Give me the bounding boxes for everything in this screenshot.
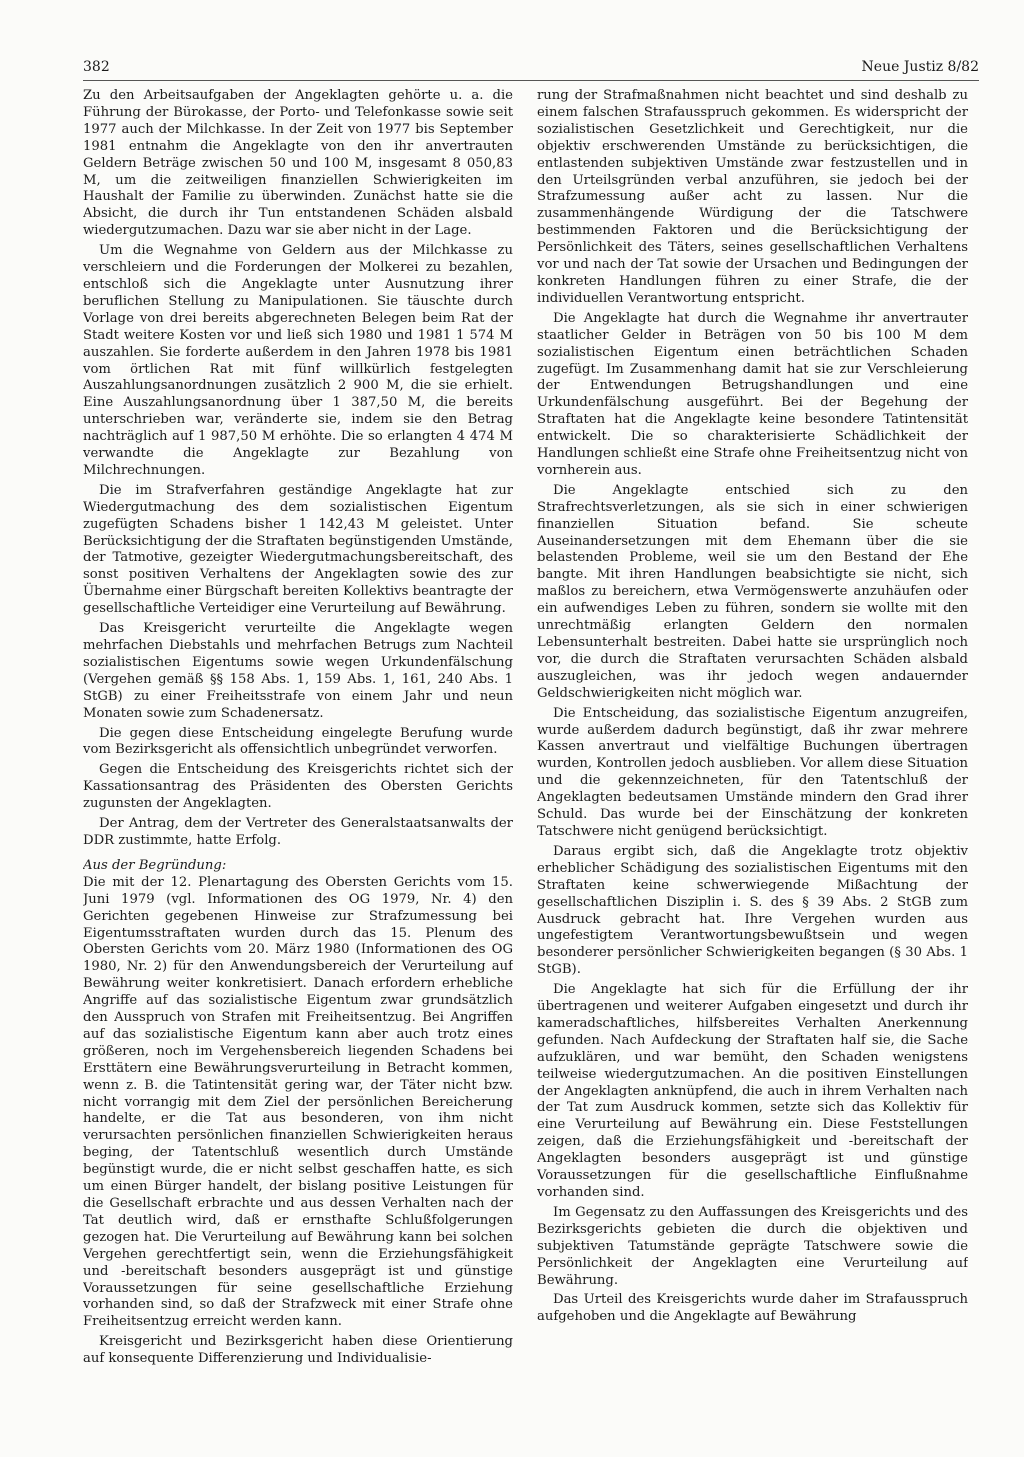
paragraph: Die Entscheidung, das sozialistische Eigentum anzugreifen, wurde außerdem dadurch begünstigt, daß ihr zwar mehrere Kassen anvertraut und vielfältige Buchungen übertragen wurden, Kontrollen jedoch ausblieben. Vor allem diese Situation und die gekennzeichneten, für den Tatentschluß der Angeklagten bedeutsamen Umstände mindern den Grad ihrer Schuld. Das wurde bei der Einschätzung der konkreten Tatschwere nicht genügend berücksichtigt. (537, 705, 968, 839)
page-number: 382 (83, 59, 110, 75)
paragraph: Die im Strafverfahren geständige Angeklagte hat zur Wiedergutmachung des dem sozialistischen Eigentum zugefügten Schadens bisher 1 142,43 M geleistet. Unter Berücksichtigung der die Straftaten begünstigenden Umstände, der Tatmotive, gezeigter Wiedergutmachungsbereitschaft, des sonst positiven Verhaltens der Angeklagten sowie des zur Übernahme einer Bürgschaft bereiten Kollektivs beantragte der gesellschaftliche Verteidiger eine Verurteilung auf Bewährung. (83, 482, 513, 617)
paragraph: Der Antrag, dem der Vertreter des Generalstaatsanwalts der DDR zustimmte, hatte Erfolg. (83, 816, 513, 848)
paragraph: rung der Strafmaßnahmen nicht beachtet und sind deshalb zu einem falschen Strafausspruch gekommen. Es widerspricht der sozialistischen Gesetzlichkeit und Gerechtigkeit, nur die objektiv erschwerenden Umstände zu berücksichtigen, die entlastenden subjektiven Umstände zwar festzustellen und in den Urteilsgründen verbal anzuführen, sie jedoch bei der Strafzumessung außer acht zu lassen. Nur die zusammenhängende Würdigung der die Tatschwere bestimmenden Faktoren und die Berücksichtigung der Persönlichkeit des Täters, seines gesellschaftlichen Verhaltens vor und nach der Tat sowie der Ursachen und Bedingungen der konkreten Handlungen führen zu einer Strafe, die der individuellen Verantwortung entspricht. (537, 88, 968, 306)
paragraph: Die mit der 12. Plenartagung des Obersten Gerichts vom 15. Juni 1979 (vgl. Informationen des OG 1979, Nr. 4) den Gerichten gegebenen Hinweise zur Strafzumessung bei Eigentumsstraftaten wurden durch das 15. Plenum des Obersten Gerichts vom 20. März 1980 (Informationen des OG 1980, Nr. 2) für den Anwendungsbereich der Verurteilung auf Bewährung weiter konkretisiert. Danach erfordern erhebliche Angriffe auf das sozialistische Eigentum zwar grundsätzlich den Ausspruch von Strafen mit Freiheitsentzug. Bei Angriffen auf das sozialistische Eigentum kann aber auch trotz eines größeren, noch im Vergehensbereich liegenden Schadens bei Ersttätern eine Bewährungsverurteilung in Betracht kommen, wenn z. B. die Tatintensität gering war, der Täter nicht bzw. nicht vorrangig mit dem Ziel der persönlichen Bereicherung handelte, er die Tat aus besonderen, von ihm nicht verursachten persönlichen finanziellen Schwierigkeiten heraus beging, der Tatentschluß wesentlich durch Umstände begünstigt wurde, die er nicht selbst geschaffen hatte, es sich um einen Bürger handelt, der bislang positive Leistungen für die Gesellschaft erbrachte und aus dessen Verhalten nach der Tat deutlich wird, daß er ernsthafte Schlußfolgerungen gezogen hat. Die Verurteilung auf Bewährung kann bei solchen Vergehen gerechtfertigt sein, wenn die Erziehungsfähigkeit und -bereitschaft besonders ausgeprägt ist und günstige Voraussetzungen für seine gesellschaftliche Erziehung vorhanden sind, so daß der Strafzweck mit einer Strafe ohne Freiheitsentzug erreicht werden kann. (83, 874, 513, 1330)
paragraph: Das Urteil des Kreisgerichts wurde daher im Strafausspruch aufgehoben und die Angeklagte auf Bewährung (537, 1292, 968, 1325)
journal-issue: Neue Justiz 8/82 (861, 59, 979, 75)
left-column (83, 88, 513, 1413)
paragraph: Im Gegensatz zu den Auffassungen des Kreisgerichts und des Bezirksgerichts gebieten die durch die objektiven und subjektiven Tatumstände geprägte Tatschwere sowie die Persönlichkeit der Angeklagten eine Verurteilung auf Bewährung. (537, 1204, 968, 1288)
paragraph: Die Angeklagte hat durch die Wegnahme ihr anvertrauter staatlicher Gelder in Beträgen von 50 bis 100 M dem sozialistischen Eigentum einen beträchtlichen Schaden zugefügt. Im Zusammenhang damit hat sie zur Verschleierung der Entwendungen Betrugshandlungen und eine Urkundenfälschung ausgeführt. Bei der Begehung der Straftaten hat die Angeklagte keine besondere Tatintensität entwickelt. Die so charakterisierte Schädlichkeit der Handlungen schließt eine Strafe ohne Freiheitsentzug nicht von vornherein aus. (537, 310, 968, 478)
right-column (537, 88, 968, 1413)
paragraph: Gegen die Entscheidung des Kreisgerichts richtet sich der Kassationsantrag des Präsidenten des Obersten Gerichts zugunsten der Angeklagten. (83, 762, 513, 812)
paragraph: Die gegen diese Entscheidung eingelegte Berufung wurde vom Bezirksgericht als offensichtlich unbegründet verworfen. (83, 725, 513, 758)
paragraph: Kreisgericht und Bezirksgericht haben diese Orientierung auf konsequente Differenzierung und Individualisie- (83, 1334, 513, 1367)
page-header (83, 58, 979, 80)
paragraph: Zu den Arbeitsaufgaben der Angeklagten gehörte u. a. die Führung der Bürokasse, der Porto- und Telefonkasse sowie seit 1977 auch der Milchkasse. In der Zeit von 1977 bis September 1981 entnahm die Angeklagte von den ihr anvertrauten Geldern Beträge zwischen 50 und 100 M, insgesamt 8 050,83 M, um die zeitweiligen finanziellen Schwierigkeiten im Haushalt der Familie zu überwinden. Zunächst hatte sie die Absicht, die durch ihr Tun entstandenen Schäden alsbald wiedergutzumachen. Dazu war sie aber nicht in der Lage. (83, 88, 513, 239)
section-heading: Aus der Begründung: (83, 857, 227, 873)
header-rule (83, 80, 979, 81)
paragraph: Die Angeklagte hat sich für die Erfüllung der ihr übertragenen und weiterer Aufgaben eingesetzt und durch ihr kameradschaftliches, hilfsbereites Verhalten Anerkennung gefunden. Nach Aufdeckung der Straftaten half sie, die Sache aufzuklären, und war bemüht, den Schaden wenigstens teilweise wiedergutzumachen. An die positiven Einstellungen der Angeklagten anknüpfend, die auch in ihrem Verhalten nach der Tat zum Ausdruck kommen, setzte sich das Kollektiv für eine Verurteilung auf Bewährung ein. Diese Feststellungen zeigen, daß die Erziehungsfähigkeit und -bereitschaft der Angeklagten besonders ausgeprägt ist und günstige Voraussetzungen für die gesellschaftliche Einflußnahme vorhanden sind. (537, 982, 968, 1200)
paragraph: Das Kreisgericht verurteilte die Angeklagte wegen mehrfachen Diebstahls und mehrfachen Betrugs zum Nachteil sozialistischen Eigentums sowie wegen Urkundenfälschung (Vergehen gemäß §§ 158 Abs. 1, 159 Abs. 1, 161, 240 Abs. 1 StGB) zu einer Freiheitsstrafe von einem Jahr und neun Monaten sowie zum Schadenersatz. (83, 621, 513, 721)
paragraph: Daraus ergibt sich, daß die Angeklagte trotz objektiv erheblicher Schädigung des sozialistischen Eigentums mit den Straftaten keine schwerwiegende Mißachtung der gesellschaftlichen Disziplin i. S. des § 39 Abs. 2 StGB zum Ausdruck gebracht hat. Ihre Vergehen wurden aus ungefestigtem Verantwortungsbewußtsein und wegen besonderer persönlicher Schwierigkeiten begangen (§ 30 Abs. 1 StGB). (537, 843, 968, 978)
paragraph: Die Angeklagte entschied sich zu den Strafrechtsverletzungen, als sie sich in einer schwierigen finanziellen Situation befand. Sie scheute Auseinandersetzungen mit dem Ehemann über die sie belastenden Probleme, weil sie um den Bestand der Ehe bangte. Mit ihren Handlungen beabsichtigte sie nicht, sich maßlos zu bereichern, etwa Vermögenswerte anzuhäufen oder ein aufwendiges Leben zu führen, sondern sie wollte mit den unrechtmäßig erlangten Geldern den normalen Lebensunterhalt bestreiten. Dabei hatte sie ursprünglich noch vor, die durch die Straftaten verursachten Schäden alsbald auszugleichen, was ihr jedoch wegen andauernder Geldschwierigkeiten nicht möglich war. (537, 482, 968, 701)
paragraph: Um die Wegnahme von Geldern aus der Milchkasse zu verschleiern und die Forderungen der Molkerei zu bezahlen, entschloß sich die Angeklagte unter Ausnutzung ihrer beruflichen Stellung zu Manipulationen. Sie täuschte durch Vorlage von drei bereits abgerechneten Belegen beim Rat der Stadt weitere Kosten vor und ließ sich 1980 und 1981 1 574 M auszahlen. Sie forderte außerdem in den Jahren 1978 bis 1981 vom örtlichen Rat mit fünf willkürlich festgelegten Auszahlungsanordnungen zusätzlich 2 900 M, die sie erhielt. Eine Auszahlungsanordnung über 1 387,50 M, die bereits unterschrieben war, veränderte sie, indem sie den Betrag nachträglich auf 1 987,50 M erhöhte. Die so erlangten 4 474 M verwandte die Angeklagte zur Bezahlung von Milchrechnungen. (83, 243, 513, 478)
